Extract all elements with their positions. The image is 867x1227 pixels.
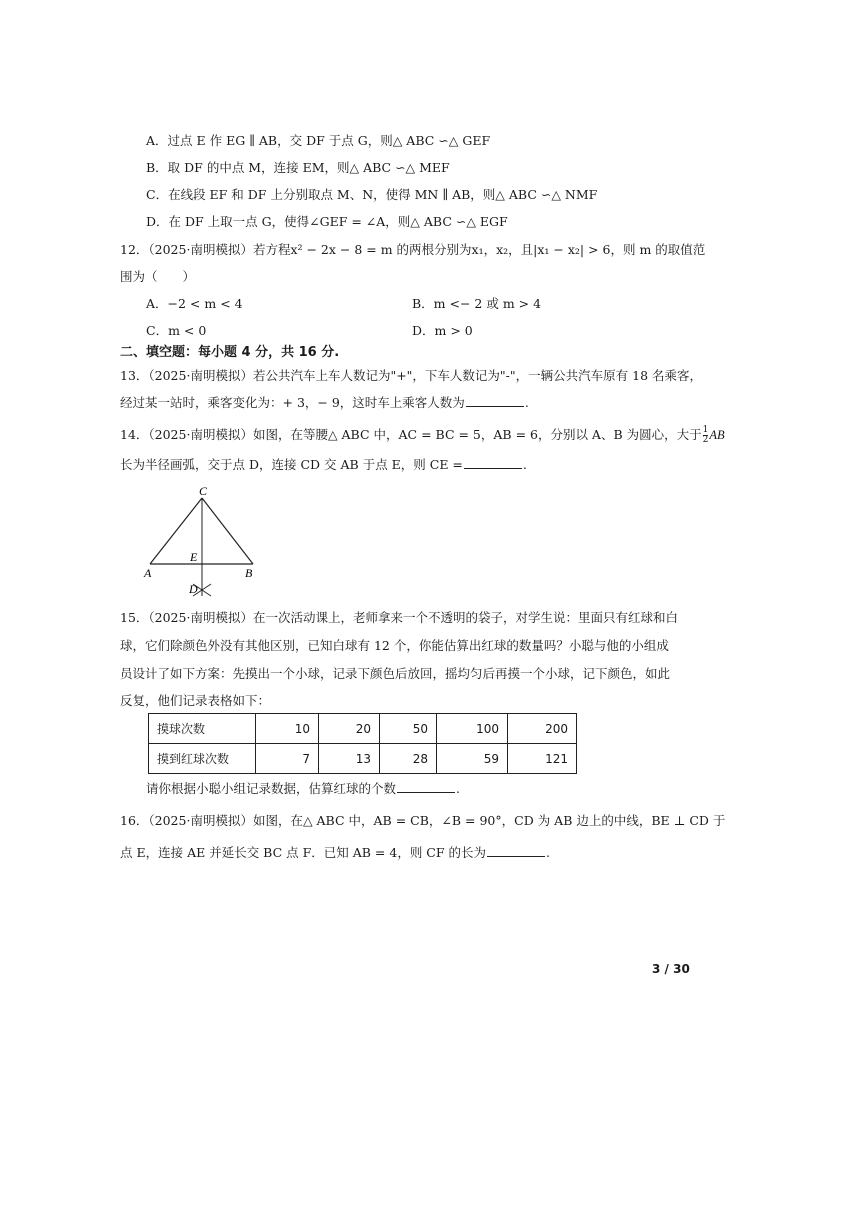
q16-text: 点 E，连接 AE 并延长交 BC 点 F．已知 AB = 4，则 CF 的长为 [120,845,487,860]
q11-option-b: B．取 DF 的中点 M，连接 EM，则△ ABC ∽△ MEF [146,160,450,175]
q13-answer-blank [466,394,524,407]
label-c: C [199,484,208,498]
q13-stem-line2 [120,394,529,412]
label-e: E [190,550,198,564]
q11-option-a: A．过点 E 作 EG ∥ AB，交 DF 于点 G，则△ ABC ∽△ GEF [146,133,491,148]
q14-text: 长为半径画弧，交于点 D，连接 CD 交 AB 于点 E，则 CE = [120,457,463,472]
q16-end: . [546,845,551,860]
q15-stem-line4: 反复，他们记录表格如下： [120,693,271,708]
table-cell: 59 [437,744,508,774]
table-cell: 摸到红球次数 [149,744,256,774]
table-cell: 10 [256,714,319,744]
page-number: 3 / 30 [652,962,690,976]
q13-text: 经过某一站时，乘客变化为：+ 3，− 9，这时车上乘客人数为 [120,395,465,410]
q12-option-d: D．m > 0 [412,323,473,338]
label-d: D [189,582,198,596]
q15-stem-line2: 球，它们除颜色外没有其他区别，已知白球有 12 个，你能估算出红球的数量吗？小聪与他的小组成 [120,638,669,653]
q11-option-c: C．在线段 EF 和 DF 上分别取点 M、N，使得 MN ∥ AB，则△ ABC ∽△ NMF [146,187,598,202]
q12-option-b: B．m <− 2 或 m > 4 [412,296,542,311]
q14-stem-line1 [120,426,725,445]
table-cell: 13 [319,744,380,774]
table-cell: 121 [508,744,577,774]
q15-stem-line1: 15．（2025·南明模拟）在一次活动课上，老师拿来一个不透明的袋子，对学生说：里面只有红球和白 [120,610,678,625]
segment-bc [202,498,253,564]
q12-option-c: C．m < 0 [146,323,207,338]
q14-text-b: AB [709,428,725,442]
q12-option-a: A．−2 < m < 4 [146,296,243,311]
q12-stem-line1: 12．（2025·南明模拟）若方程x² − 2x − 8 = m 的两根分别为x₁，x₂，且|x₁ − x₂| > 6，则 m 的取值范 [120,242,706,257]
q14-frac-num: 1 [702,425,709,435]
q14-answer-blank [464,456,522,469]
q16-stem-line1: 16．（2025·南明模拟）如图，在△ ABC 中，AB = CB，∠B = 90°，CD 为 AB 边上的中线，BE ⊥ CD 于 [120,813,726,828]
table-cell: 7 [256,744,319,774]
table-cell: 20 [319,714,380,744]
q14-end: . [522,457,527,472]
table-cell: 50 [380,714,437,744]
q14-frac-den: 2 [702,435,709,445]
q16-answer-blank [487,844,545,857]
label-b: B [245,566,253,580]
table-cell: 28 [380,744,437,774]
q14-text-a: 14．（2025·南明模拟）如图，在等腰△ ABC 中，AC = BC = 5，AB = 6，分别以 A、B 为圆心，大于 [120,427,702,442]
q13-end: . [524,395,529,410]
section-heading-fill-in: 二、填空题：每小题 4 分，共 16 分. [120,345,340,360]
q13-stem-line1: 13．（2025·南明模拟）若公共汽车上车人数记为"+"，下车人数记为"-"，一辆公共汽车原有 18 名乘客， [120,368,702,383]
q16-stem-line2 [120,844,550,862]
q11-option-d: D．在 DF 上取一点 G，使得∠GEF = ∠A，则△ ABC ∽△ EGF [146,214,508,229]
table-row [149,714,577,744]
label-a: A [144,566,152,580]
q15-stem-line5 [146,780,460,798]
q12-stem-line2: 围为（ ） [120,269,196,284]
table-cell: 100 [437,714,508,744]
table-cell: 摸球次数 [149,714,256,744]
q15-record-table [148,713,577,774]
q15-stem-line3: 员设计了如下方案：先摸出一个小球，记录下颜色后放回，摇均匀后再摸一个小球，记下颜色，如此 [120,666,671,681]
q15-answer-blank [397,780,455,793]
q15-end: . [456,781,460,796]
table-row [149,744,577,774]
table-cell: 200 [508,714,577,744]
q14-fraction [703,426,709,445]
q15-text: 请你根据小聪小组记录数据，估算红球的个数 [146,781,397,796]
q14-triangle-figure [135,480,265,600]
q14-stem-line2 [120,456,527,474]
